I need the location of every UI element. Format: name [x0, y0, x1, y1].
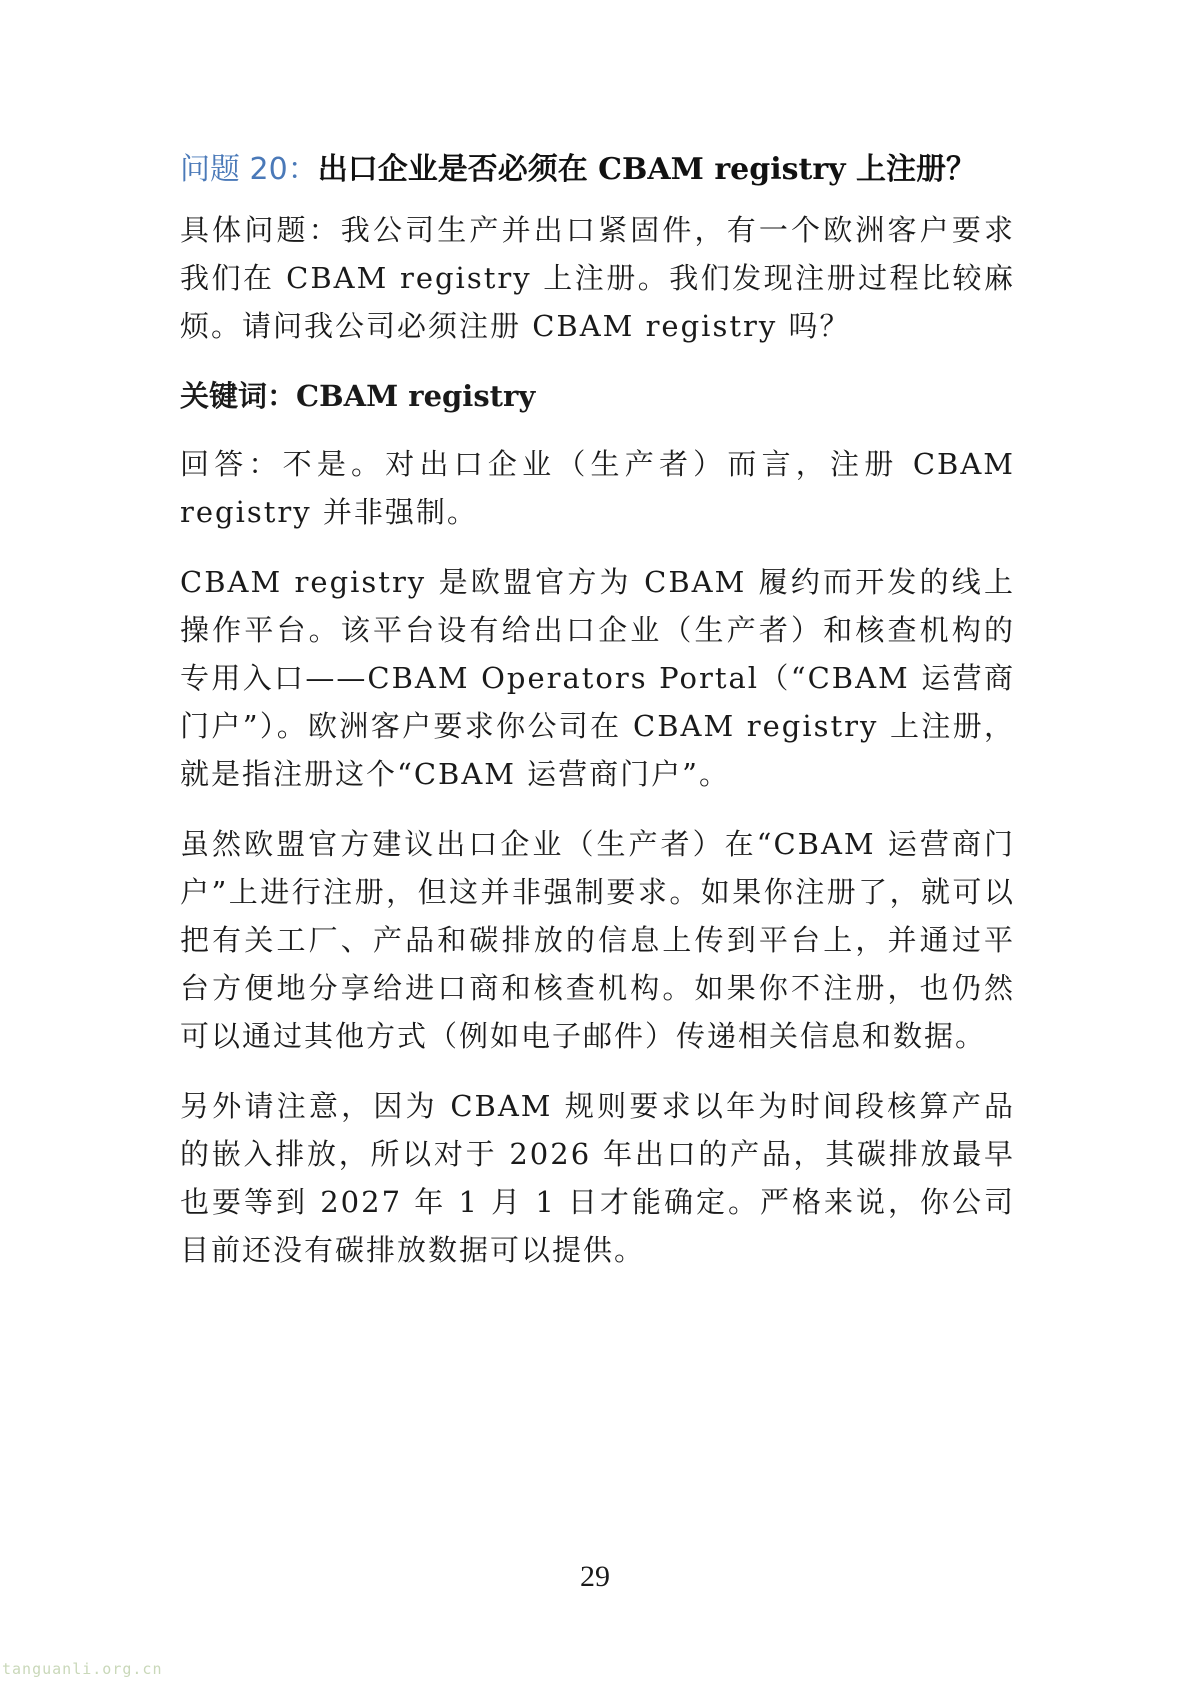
question-title: 出口企业是否必须在 CBAM registry 上注册？ [317, 152, 977, 187]
body-paragraph-3: 另外请注意，因为 CBAM 规则要求以年为时间段核算产品的嵌入排放，所以对于 2026 年出口的产品，其碳排放最早也要等到 2027 年 1 月 1 日才能确定。严格来说，你公司目前还没有碳排放数据可以提供。 [180, 1089, 1015, 1267]
body-paragraph-1: CBAM registry 是欧盟官方为 CBAM 履约而开发的线上操作平台。该平台设有给出口企业（生产者）和核查机构的专用入口——CBAM Operators Portal（“CBAM 运营商门户”）。欧洲客户要求你公司在 CBAM registry 上注册，就是指注册这个“CBAM 运营商门户”。 [180, 565, 1015, 791]
answer-paragraph: 回答：不是。对出口企业（生产者）而言，注册 CBAM registry 并非强制。 [180, 447, 1015, 529]
question-detail: 具体问题：我公司生产并出口紧固件，有一个欧洲客户要求我们在 CBAM registry 上注册。我们发现注册过程比较麻烦。请问我公司必须注册 CBAM registry 吗？ [180, 213, 1015, 343]
keywords-line: 关键词：CBAM registry [180, 379, 536, 413]
page-number: 29 [580, 1560, 610, 1593]
body-paragraph-2: 虽然欧盟官方建议出口企业（生产者）在“CBAM 运营商门户”上进行注册，但这并非强制要求。如果你注册了，就可以把有关工厂、产品和碳排放的信息上传到平台上，并通过平台方便地分享给进口商和核查机构。如果你不注册，也仍然可以通过其他方式（例如电子邮件）传递相关信息和数据。 [180, 827, 1015, 1053]
question-heading [180, 148, 1015, 192]
question-label: 问题 20： [180, 152, 318, 187]
watermark: tanguanli.org.cn [2, 1660, 163, 1678]
page-content [180, 148, 1015, 1296]
